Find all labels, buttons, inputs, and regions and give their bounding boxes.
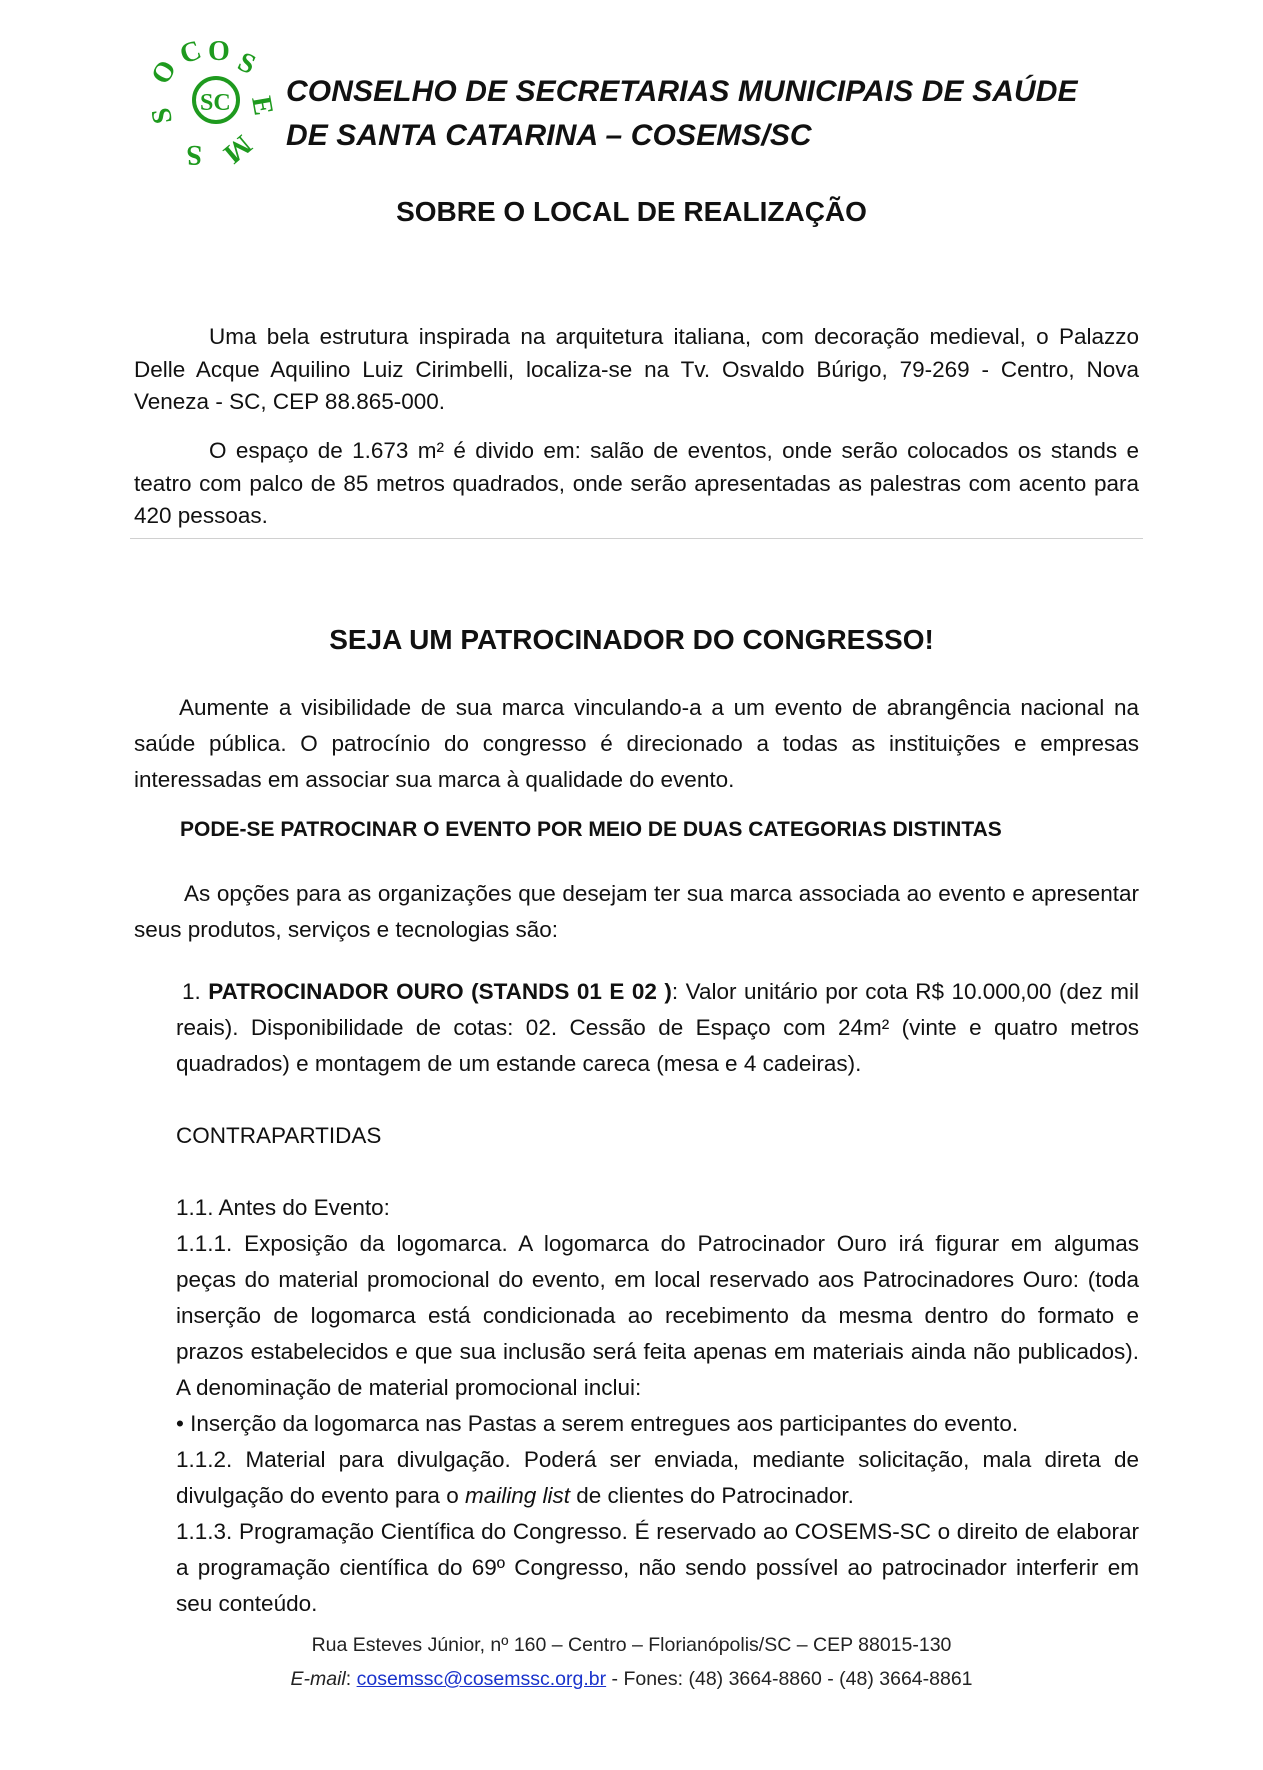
item-text: : Valor unitário por cota R$ 10.000,00 (dez mil reais). Disponibilidade de cotas: 02. Cessão de Espaço com 24m² (vinte e quatro metros quadrados) e montagem de um estande careca (mesa e 4 cadeiras). — [176, 979, 1140, 1076]
divider — [130, 538, 1143, 539]
email-link[interactable]: cosemssc@cosemssc.org.br — [356, 1668, 607, 1690]
svg-text:S: S — [145, 105, 179, 127]
cosems-logo — [145, 34, 279, 170]
bullet-item: • Inserção da logomarca nas Pastas a serem entregues aos participantes do evento. — [176, 1411, 1019, 1436]
sponsor-item-gold — [176, 974, 1139, 1082]
local-paragraph-2: O espaço de 1.673 m² é divido em: salão de eventos, onde serão colocados os stands e teatro com palco de 85 metros quadrados, onde serão apresentadas as palestras com acento para 420 pessoas. — [134, 438, 1139, 528]
section-1-1-3: 1.1.3. Programação Científica do Congresso. É reservado ao COSEMS-SC o direito de elaborar a programação científica do 69º Congresso, não sendo possível ao patrocinador interferir em seu conteúdo. — [176, 1519, 1139, 1616]
contrapartidas-heading: CONTRAPARTIDAS — [176, 1123, 382, 1148]
org-line-1: CONSELHO DE SECRETARIAS MUNICIPAIS DE SAÚDE — [286, 75, 1078, 108]
svg-text:S: S — [233, 46, 261, 81]
svg-text:O: O — [208, 36, 230, 67]
item-number: 1. — [182, 979, 201, 1004]
svg-text:SC: SC — [200, 90, 231, 116]
svg-text:O: O — [145, 55, 183, 90]
section-title-sponsor: SEJA UM PATROCINADOR DO CONGRESSO! — [329, 624, 934, 655]
section-title-local: SOBRE O LOCAL DE REALIZAÇÃO — [396, 196, 867, 227]
org-line-2: DE SANTA CATARINA – COSEMS/SC — [286, 119, 812, 152]
local-paragraph-1: Uma bela estrutura inspirada na arquitetura italiana, com decoração medieval, o Palazzo Delle Acque Aquilino Luiz Cirimbelli, localiza-se na Tv. Osvaldo Búrigo, 79-269 - Centro, Nova Veneza - SC, CEP 88.865-000. — [134, 324, 1139, 414]
email-separator: : — [345, 1668, 357, 1690]
phones: - Fones: (48) 3664-8860 - (48) 3664-8861 — [606, 1668, 973, 1690]
section-1-1-2-text-a: 1.1.2. Material para divulgação. Poderá ser enviada, mediante solicitação, mala direta de divulgação do evento para o — [176, 1447, 1139, 1508]
section-1-1: 1.1. Antes do Evento: — [176, 1195, 390, 1220]
svg-text:C: C — [175, 34, 206, 71]
item-title: PATROCINADOR OURO (STANDS 01 E 02 ) — [208, 979, 672, 1004]
sponsor-paragraph-1: Aumente a visibilidade de sua marca vinculando-a a um evento de abrangência nacional na saúde pública. O patrocínio do congresso é direcionado a todas as instituições e empresas interessadas em associar sua marca à qualidade do evento. — [134, 695, 1139, 792]
sponsor-paragraph-2: As opções para as organizações que desejam ter sua marca associada ao evento e apresentar seus produtos, serviços e tecnologias são: — [134, 881, 1139, 942]
svg-text:S: S — [186, 139, 202, 170]
sponsor-subheading: PODE-SE PATROCINAR O EVENTO POR MEIO DE DUAS CATEGORIAS DISTINTAS — [180, 818, 1002, 841]
email-label: E-mail — [290, 1668, 346, 1690]
section-1-1-2-text-b: de clientes do Patrocinador. — [570, 1483, 854, 1508]
section-1-1-1: 1.1.1. Exposição da logomarca. A logomarca do Patrocinador Ouro irá figurar em algumas peças do material promocional do evento, em local reservado aos Patrocinadores Ouro: (toda inserção de logomarca está condicionada ao recebimento da mesma dentro do formato e prazos estabelecidos e que sua inclusão será feita apenas em materiais ainda não publicados). A denominação de material promocional inclui: — [176, 1231, 1139, 1400]
mailing-list-term: mailing list — [464, 1483, 570, 1508]
section-1-1-2 — [176, 1442, 1139, 1514]
footer-address: Rua Esteves Júnior, nº 160 – Centro – Florianópolis/SC – CEP 88015-130 — [311, 1634, 952, 1656]
footer-contact — [0, 1668, 1263, 1691]
svg-text:M: M — [217, 128, 258, 170]
svg-text:E: E — [245, 93, 279, 118]
organization-name — [286, 70, 1078, 158]
